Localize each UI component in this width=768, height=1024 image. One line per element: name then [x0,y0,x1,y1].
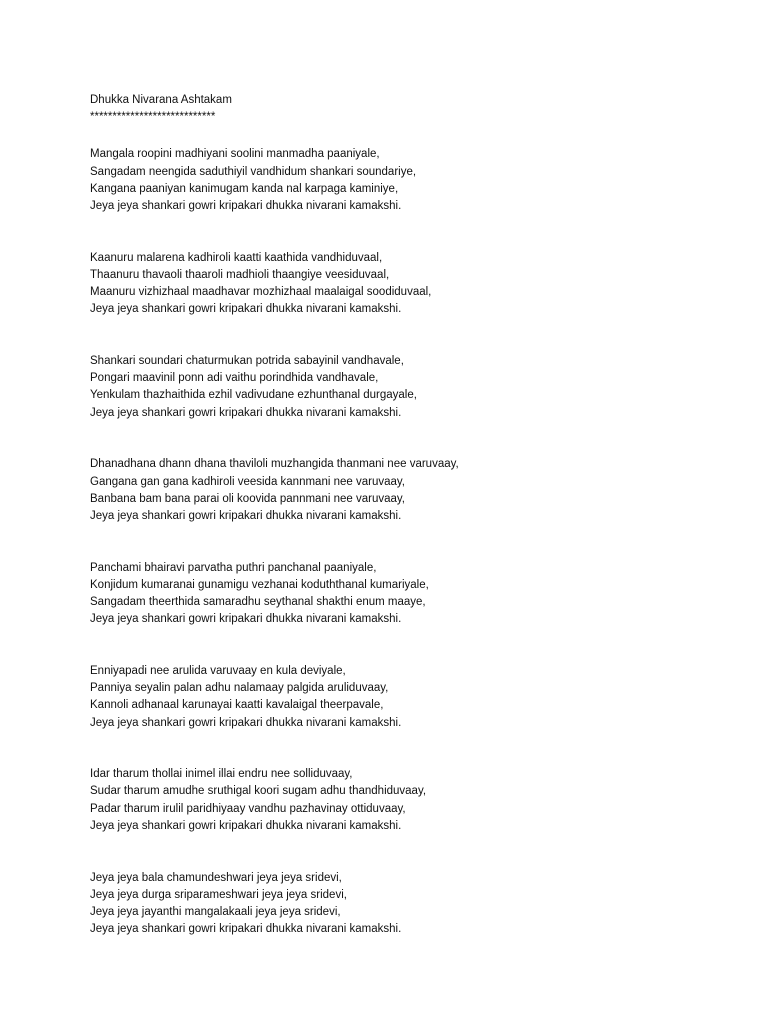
verse-line: Dhanadhana dhann dhana thaviloli muzhangida thanmani nee varuvaay, [90,458,459,471]
verse-line: Thaanuru thavaoli thaaroli madhioli thaangiye veesiduvaal, [90,268,390,281]
verse-6 [90,663,740,732]
verse-refrain: Jeya jeya shankari gowri kripakari dhukka nivarani kamakshi. [90,200,402,213]
verse-line: Konjidum kumaranai gunamigu vezhanai koduththanal kumariyale, [90,578,429,591]
verse-line: Jeya jeya durga sriparameshwari jeya jeya sridevi, [90,888,347,901]
verse-line: Mangala roopini madhiyani soolini manmadha paaniyale, [90,148,380,161]
verse-2 [90,250,740,319]
verse-line: Sudar tharum amudhe sruthigal koori sugam adhu thandhiduvaay, [90,785,427,798]
verse-4 [90,456,740,525]
verse-line: Kangana paaniyan kanimugam kanda nal karpaga kaminiye, [90,182,399,195]
verse-8 [90,870,740,939]
verse-line: Sangadam theerthida samaradhu seythanal shakthi enum maaye, [90,596,426,609]
verse-line: Idar tharum thollai inimel illai endru nee solliduvaay, [90,768,353,781]
verse-line: Kannoli adhanaal karunayai kaatti kavalaigal theerpavale, [90,699,384,712]
verse-refrain: Jeya jeya shankari gowri kripakari dhukka nivarani kamakshi. [90,509,402,522]
verse-refrain: Jeya jeya shankari gowri kripakari dhukka nivarani kamakshi. [90,303,402,316]
verse-line: Kaanuru malarena kadhiroli kaatti kaathida vandhiduvaal, [90,251,383,264]
verse-line: Yenkulam thazhaithida ezhil vadivudane ezhunthanal durgayale, [90,389,417,402]
verse-line: Enniyapadi nee arulida varuvaay en kula deviyale, [90,664,346,677]
document-title: Dhukka Nivarana Ashtakam [90,94,232,106]
title-underline: **************************** [90,111,216,124]
document-body [90,92,740,938]
verse-line: Padar tharum irulil paridhiyaay vandhu pazhavinay ottiduvaay, [90,802,406,815]
verse-line: Jeya jeya bala chamundeshwari jeya jeya sridevi, [90,871,342,884]
verse-refrain: Jeya jeya shankari gowri kripakari dhukka nivarani kamakshi. [90,716,402,729]
verse-5 [90,560,740,629]
verse-line: Banbana bam bana parai oli koovida pannmani nee varuvaay, [90,492,405,505]
verse-refrain: Jeya jeya shankari gowri kripakari dhukka nivarani kamakshi. [90,923,402,936]
verse-line: Panniya seyalin palan adhu nalamaay palgida aruliduvaay, [90,682,389,695]
verse-line: Pongari maavinil ponn adi vaithu porindhida vandhavale, [90,372,379,385]
verse-refrain: Jeya jeya shankari gowri kripakari dhukka nivarani kamakshi. [90,613,402,626]
verse-line: Shankari soundari chaturmukan potrida sabayinil vandhavale, [90,355,404,368]
verse-line: Jeya jeya jayanthi mangalakaali jeya jeya sridevi, [90,906,341,918]
verse-line: Panchami bhairavi parvatha puthri panchanal paaniyale, [90,561,377,574]
verse-line: Maanuru vizhizhaal maadhavar mozhizhaal maalaigal soodiduvaal, [90,286,432,299]
verse-7 [90,766,740,835]
verse-line: Sangadam neengida saduthiyil vandhidum shankari soundariye, [90,165,417,178]
verse-1 [90,146,740,215]
verse-refrain: Jeya jeya shankari gowri kripakari dhukka nivarani kamakshi. [90,406,402,419]
verse-refrain: Jeya jeya shankari gowri kripakari dhukka nivarani kamakshi. [90,819,402,832]
verse-3 [90,353,740,422]
verse-line: Gangana gan gana kadhiroli veesida kannmani nee varuvaay, [90,475,405,488]
